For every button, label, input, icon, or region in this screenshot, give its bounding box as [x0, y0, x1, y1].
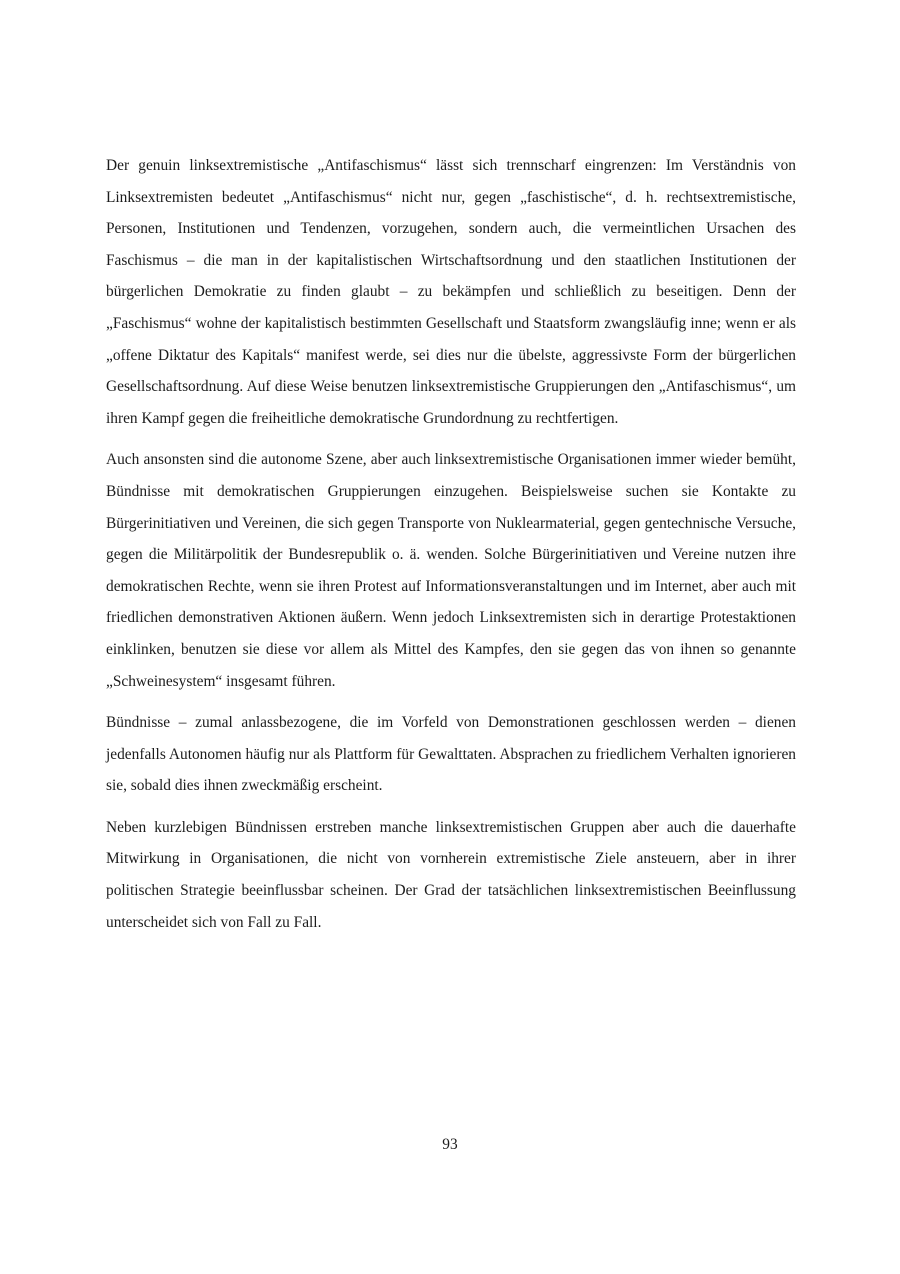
body-text	[106, 150, 796, 948]
paragraph-buendnisse-szene: Auch ansonsten sind die autonome Szene, aber auch linksextremistische Organisationen immer wieder bemüht, Bündnisse mit demokratischen Gruppierungen einzugehen. Beispielsweise suchen sie Kontakte zu Bürgerinitiativen und Vereinen, die sich gegen Transporte von Nuklearmaterial, gegen gentechnische Versuche, gegen die Militärpolitik der Bundesrepublik o. ä. wenden. Solche Bürgerinitiativen und Vereine nutzen ihre demokratischen Rechte, wenn sie ihren Protest auf Informationsveranstaltungen und im Internet, aber auch mit friedlichen demonstrativen Aktionen äußern. Wenn jedoch Linksextremisten sich in derartige Protestaktionen einklinken, benutzen sie diese vor allem als Mittel des Kampfes, den sie gegen das von ihnen so genannte „Schweinesystem“ insgesamt führen.	[106, 451, 796, 690]
paragraph-mitwirkung: Neben kurzlebigen Bündnissen erstreben manche linksextremistischen Gruppen aber auch die dauerhafte Mitwirkung in Organisationen, die nicht von vornherein extremistische Ziele ansteuern, aber in ihrer politischen Strategie beeinflussbar scheinen. Der Grad der tatsächlichen linksextremistischen Beeinflussung unterscheidet sich von Fall zu Fall.	[106, 818, 796, 931]
paragraph-buendnisse-gewalt: Bündnisse – zumal anlassbezogene, die im Vorfeld von Demonstrationen geschlossen werden – dienen jedenfalls Autonomen häufig nur als Plattform für Gewalttaten. Absprachen zu friedlichem Verhalten ignorieren sie, sobald dies ihnen zweckmäßig erscheint.	[106, 714, 796, 795]
page-number: 93	[442, 1136, 458, 1153]
paragraph-antifaschismus: Der genuin linksextremistische „Antifaschismus“ lässt sich trennscharf eingrenzen: Im Verständnis von Linksextremisten bedeutet „Antifaschismus“ nicht nur, gegen „faschistische“, d. h. rechtsextremistische, Personen, Institutionen und Tendenzen, vorzugehen, sondern auch, die vermeintlichen Ursachen des Faschismus – die man in der kapitalistischen Wirtschaftsordnung und den staatlichen Institutionen der bürgerlichen Demokratie zu finden glaubt – zu bekämpfen und schließlich zu beseitigen. Denn der „Faschismus“ wohne der kapitalistisch bestimmten Gesellschaft und Staatsform zwangsläufig inne; wenn er als „offene Diktatur des Kapitals“ manifest werde, sei dies nur die übelste, aggressivste Form der bürgerlichen Gesellschaftsordnung. Auf diese Weise benutzen linksextremistische Gruppierungen den „Antifaschismus“, um ihren Kampf gegen die freiheitliche demokratische Grundordnung zu rechtfertigen.	[106, 157, 796, 427]
